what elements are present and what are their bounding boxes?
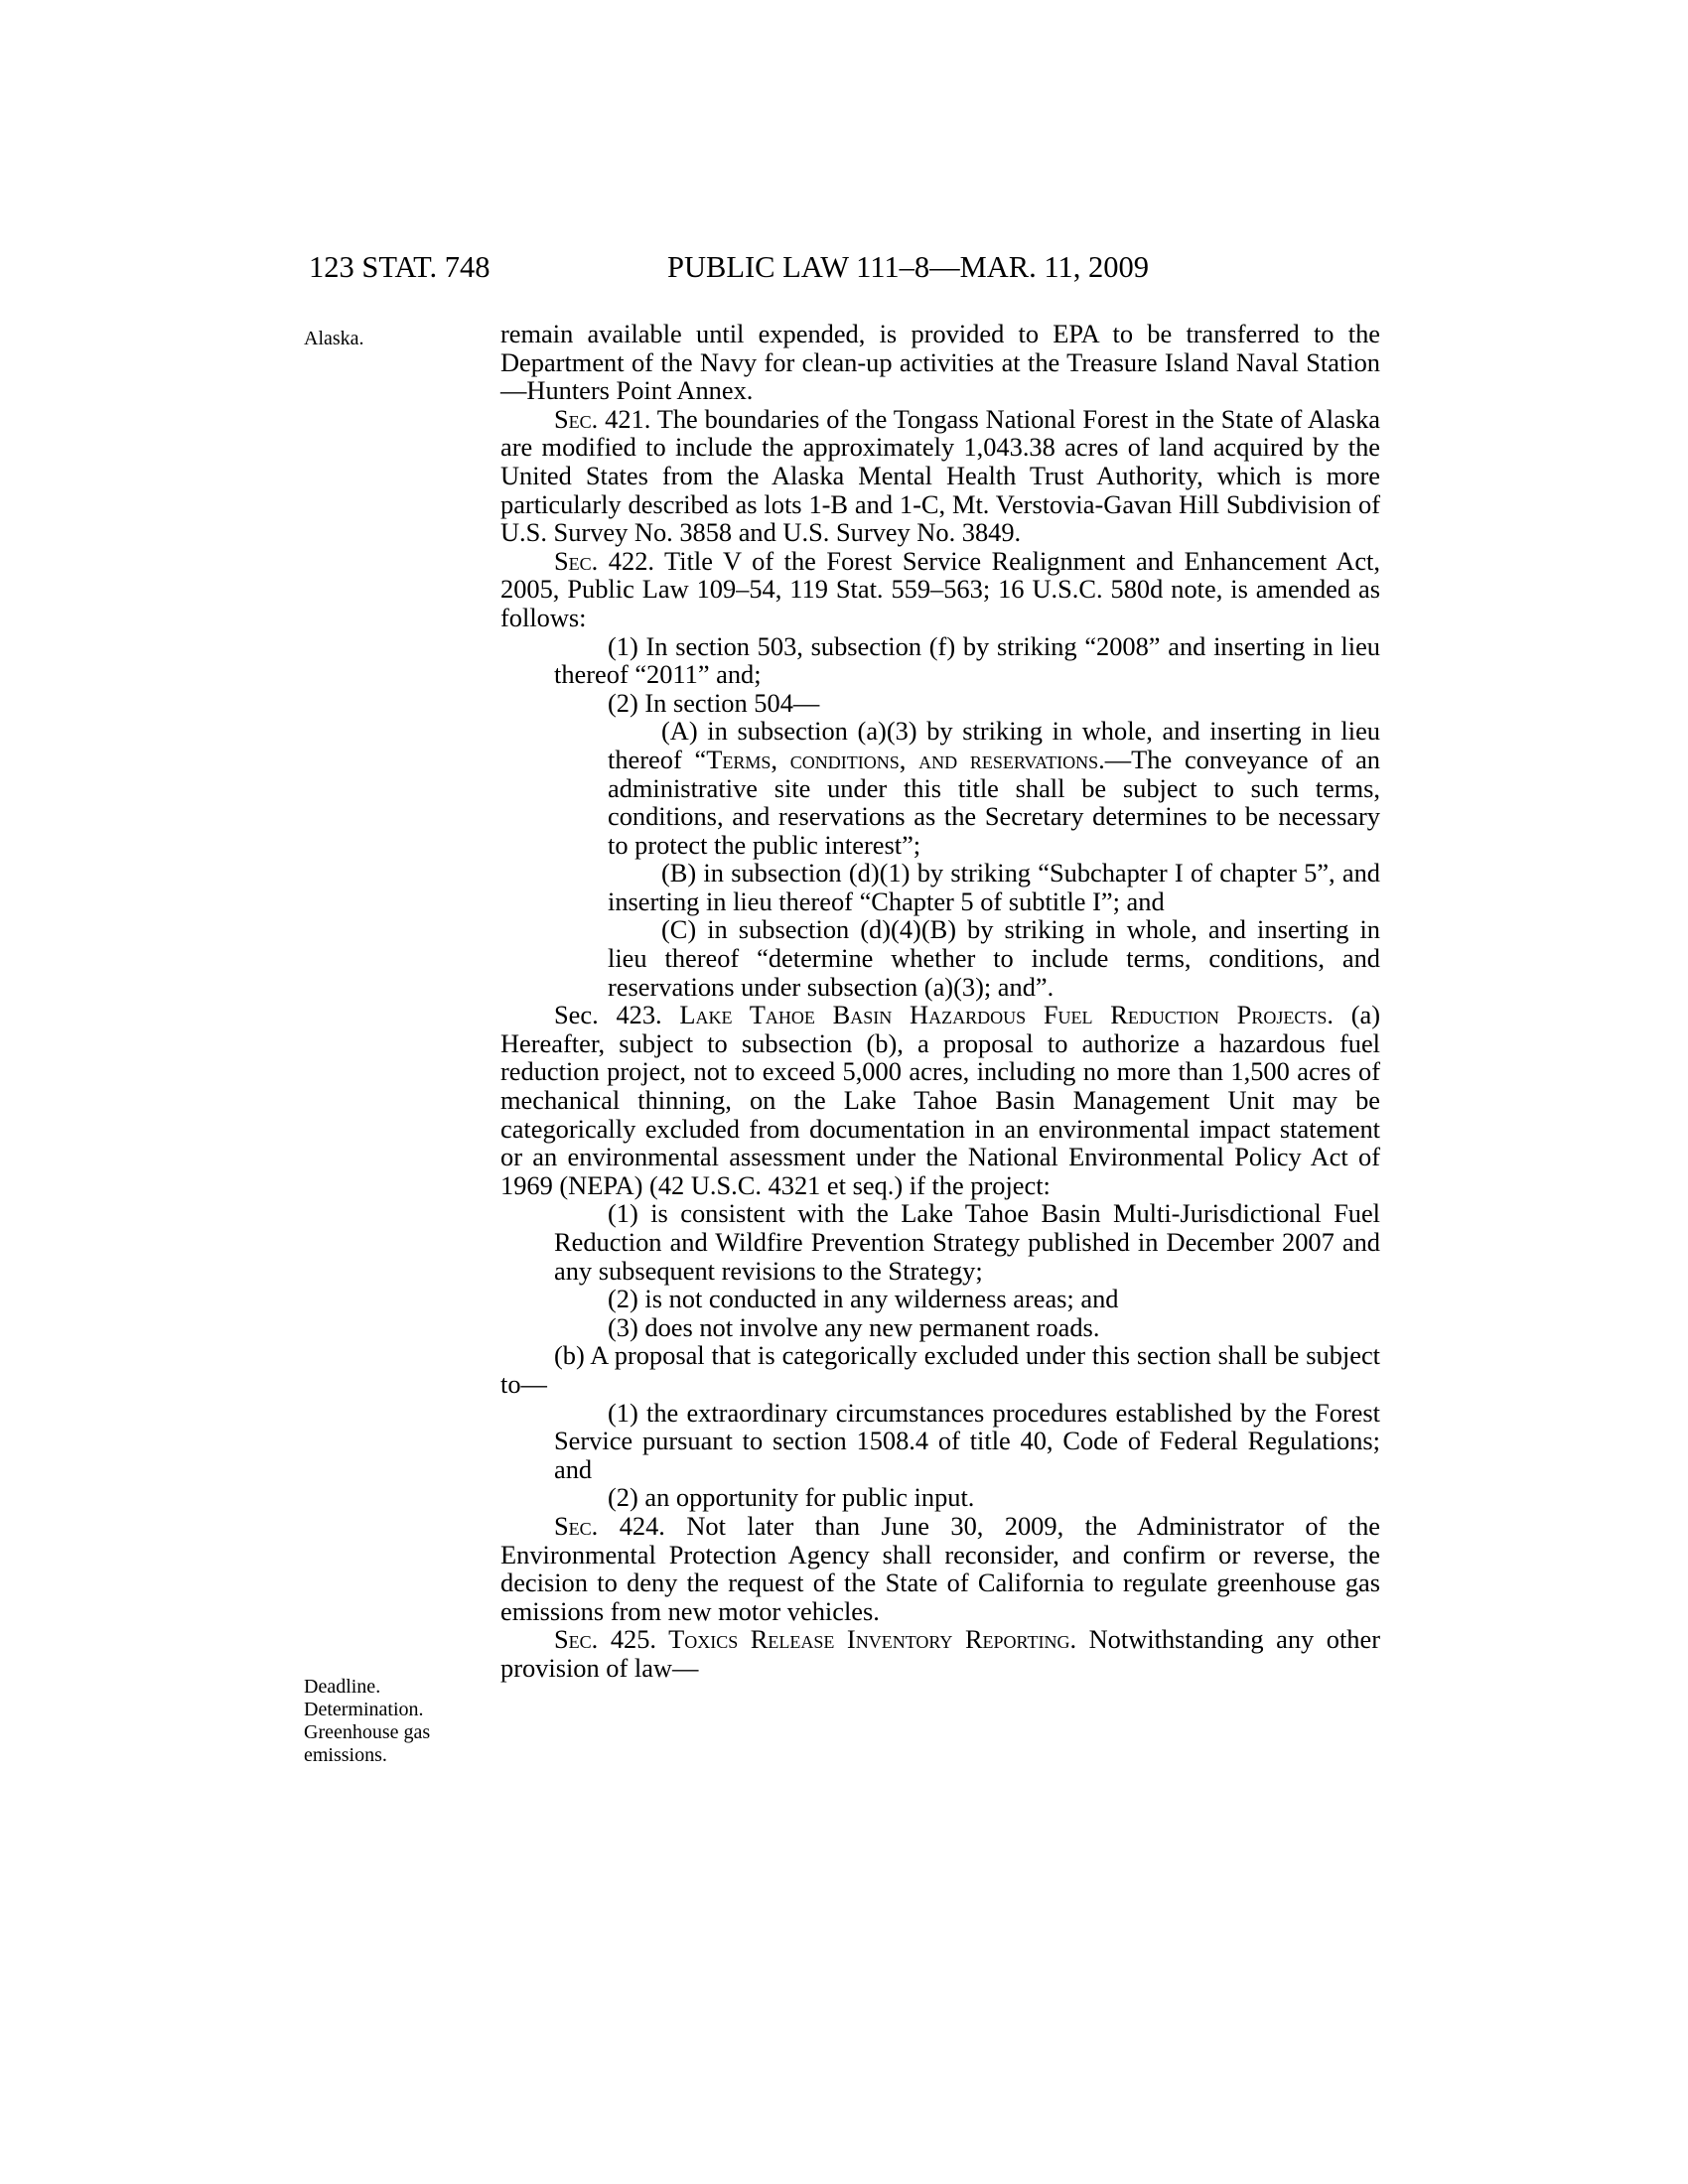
- section-421: [500, 405, 1380, 547]
- inline-heading: Terms, conditions, and reservations.: [706, 744, 1105, 774]
- paragraph-item: (2) is not conducted in any wilderness areas; and: [608, 1284, 1119, 1314]
- margin-note-line: emissions.: [304, 1744, 387, 1766]
- page-number: 123 STAT. 748: [309, 250, 491, 284]
- paragraph-item: (1) the extraordinary circumstances procedures established by the Forest Service pursuant to section 1508.4 of title 40, Code of Federal Regulations; and: [554, 1397, 1380, 1484]
- section-text: (a) Hereafter, subject to subsection (b), a proposal to authorize a hazardous fuel reduction project, not to exceed 5,000 acres, including no more than 1,500 acres of mechanical thinning, on the Lake Tahoe Basin Management Unit may be categorically excluded from documentation in an environmental impact statement or an environmental assessment under the National Environmental Policy Act of 1969 (NEPA) (42 U.S.C. 4321 et seq.) if the project:: [500, 1000, 1380, 1200]
- page-header: [0, 250, 1688, 290]
- subparagraph-item: (B) in subsection (d)(1) by striking “Subchapter I of chapter 5”, and inserting in lieu thereof “Chapter 5 of subtitle I”; and: [608, 858, 1380, 916]
- subparagraph-text: (A) in subsection (a)(3) by striking in whole, and inserting in lieu thereof “: [608, 716, 1380, 774]
- section-text: Title V of the Forest Service Realignment and Enhancement Act, 2005, Public Law 109–54, 119 Stat. 559–563; 16 U.S.C. 580d note, is amended as follows:: [500, 545, 1380, 632]
- margin-note-alaska: Alaska.: [304, 328, 364, 349]
- margin-note-deadline: [304, 1676, 473, 1767]
- margin-note-line: Determination.: [304, 1699, 424, 1720]
- paragraph-item: (2) In section 504—: [608, 687, 820, 718]
- section-label: Sec. 423.: [554, 1000, 680, 1030]
- section-label: Sec. 424.: [554, 1510, 665, 1541]
- body-text: [500, 320, 1380, 1683]
- section-label: Sec. 421.: [554, 403, 651, 434]
- section-heading: Lake Tahoe Basin Hazardous Fuel Reduction Projects.: [679, 1000, 1334, 1030]
- subsection-item: (b) A proposal that is categorically excluded under this section shall be subject to—: [500, 1340, 1380, 1399]
- running-title: PUBLIC LAW 111–8—MAR. 11, 2009: [667, 250, 1150, 284]
- section-text: Notwithstanding any other provision of law—: [500, 1624, 1380, 1683]
- subparagraph-item: [500, 717, 1380, 859]
- paragraph-item: (2) an opportunity for public input.: [608, 1482, 975, 1513]
- paragraph-item: (3) does not involve any new permanent roads.: [608, 1311, 1100, 1342]
- subparagraph-text: —The conveyance of an administrative site under this title shall be subject to such terms, conditions, and reservations as the Secretary determines to be necessary to protect the public interest”;: [608, 744, 1380, 860]
- section-423: [500, 1001, 1380, 1199]
- section-424: [500, 1512, 1380, 1625]
- section-text: Not later than June 30, 2009, the Administrator of the Environmental Protection Agency shall reconsider, and confirm or reverse, the decision to deny the request of the State of California to regulate greenhouse gas emissions from new motor vehicles.: [500, 1510, 1380, 1626]
- paragraph-continuation: remain available until expended, is provided to EPA to be transferred to the Department of the Navy for clean-up activities at the Treasure Island Naval Station—Hunters Point Annex.: [500, 319, 1380, 406]
- margin-note-line: Greenhouse gas: [304, 1721, 431, 1743]
- section-label: Sec. 425.: [554, 1624, 669, 1655]
- margin-note-line: Deadline.: [304, 1676, 381, 1698]
- section-label: Sec. 422.: [554, 545, 654, 576]
- section-425: [500, 1625, 1380, 1682]
- section-heading: Toxics Release Inventory Reporting.: [668, 1624, 1077, 1655]
- paragraph-item: (1) is consistent with the Lake Tahoe Basin Multi-Jurisdictional Fuel Reduction and Wildfire Prevention Strategy published in December 2007 and any subsequent revisions to the Strategy;: [554, 1198, 1380, 1286]
- section-text: The boundaries of the Tongass National Forest in the State of Alaska are modified to include the approximately 1,043.38 acres of land acquired by the United States from the Alaska Mental Health Trust Authority, which is more particularly described as lots 1-B and 1-C, Mt. Verstovia-Gavan Hill Subdivision of U.S. Survey No. 3858 and U.S. Survey No. 3849.: [500, 403, 1380, 548]
- paragraph-item: (1) In section 503, subsection (f) by striking “2008” and inserting in lieu thereof “2011” and;: [554, 630, 1380, 690]
- section-422: [500, 547, 1380, 632]
- subparagraph-item: (C) in subsection (d)(4)(B) by striking in whole, and inserting in lieu thereof “determine whether to include terms, conditions, and reservations under subsection (a)(3); and”.: [608, 914, 1380, 1002]
